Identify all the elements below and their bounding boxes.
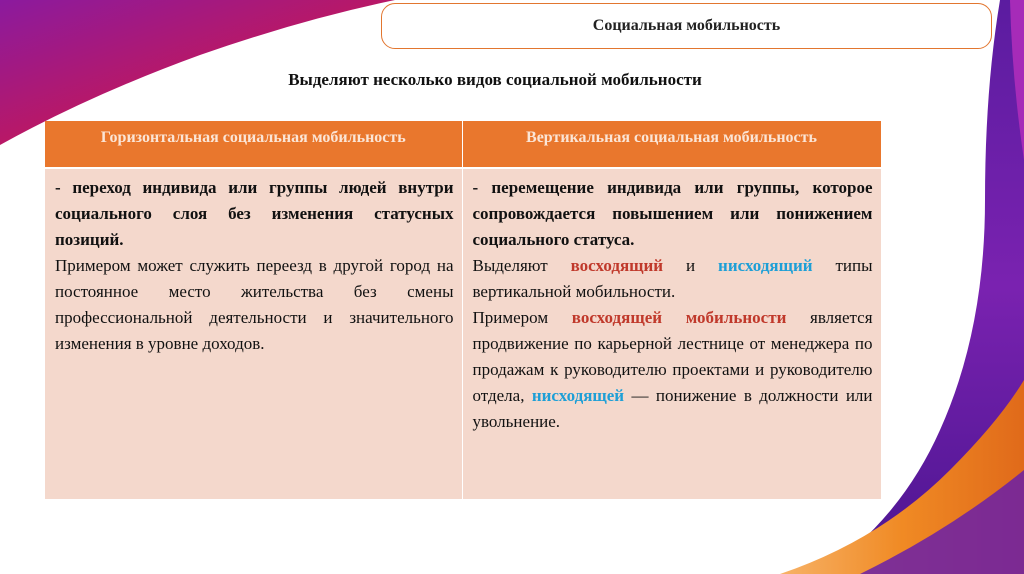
vertical-example xyxy=(473,305,873,435)
comparison-table xyxy=(45,121,881,499)
descending-term: нисходящий xyxy=(718,256,813,275)
header-horizontal: Горизонтальная социальная мобильность xyxy=(45,121,462,168)
ex-descending-term: нисходящей xyxy=(531,386,625,405)
slide-subtitle: Выделяют несколько видов социальной мобильности xyxy=(288,70,702,89)
cell-vertical xyxy=(462,168,881,499)
vertical-types xyxy=(473,253,873,305)
ex-ascending-term: восходящей мобильности xyxy=(571,308,787,327)
table-header-row xyxy=(45,121,881,168)
title-box xyxy=(381,3,992,49)
types-and: и xyxy=(686,256,696,275)
slide-title: Социальная мобильность xyxy=(592,17,781,34)
ex-mid: является продвижение по карьерной лестнице от менеджера по продажам к руководителю проектами и руководителю отдела, xyxy=(472,308,873,405)
ex-post: — понижение в должности или увольнение. xyxy=(472,386,873,431)
cell-horizontal xyxy=(45,168,462,499)
header-vertical: Вертикальная социальная мобильность xyxy=(462,121,881,168)
types-pre: Выделяют xyxy=(472,256,548,275)
types-post: типы вертикальной мобильности. xyxy=(472,256,873,301)
horizontal-example: Примером может служить переезд в другой город на постоянное место жительства без смены профессиональной деятельности и значительного изменения в уровне доходов. xyxy=(55,256,454,353)
ex-pre: Примером xyxy=(472,308,549,327)
table-row xyxy=(45,168,881,499)
ascending-term: восходящий xyxy=(570,256,664,275)
horizontal-definition: - переход индивида или группы людей внутри социального слоя без изменения статусных позиций. xyxy=(55,178,454,249)
vertical-definition: - перемещение индивида или группы, которое сопровождается повышением или понижением социального статуса. xyxy=(472,178,873,249)
